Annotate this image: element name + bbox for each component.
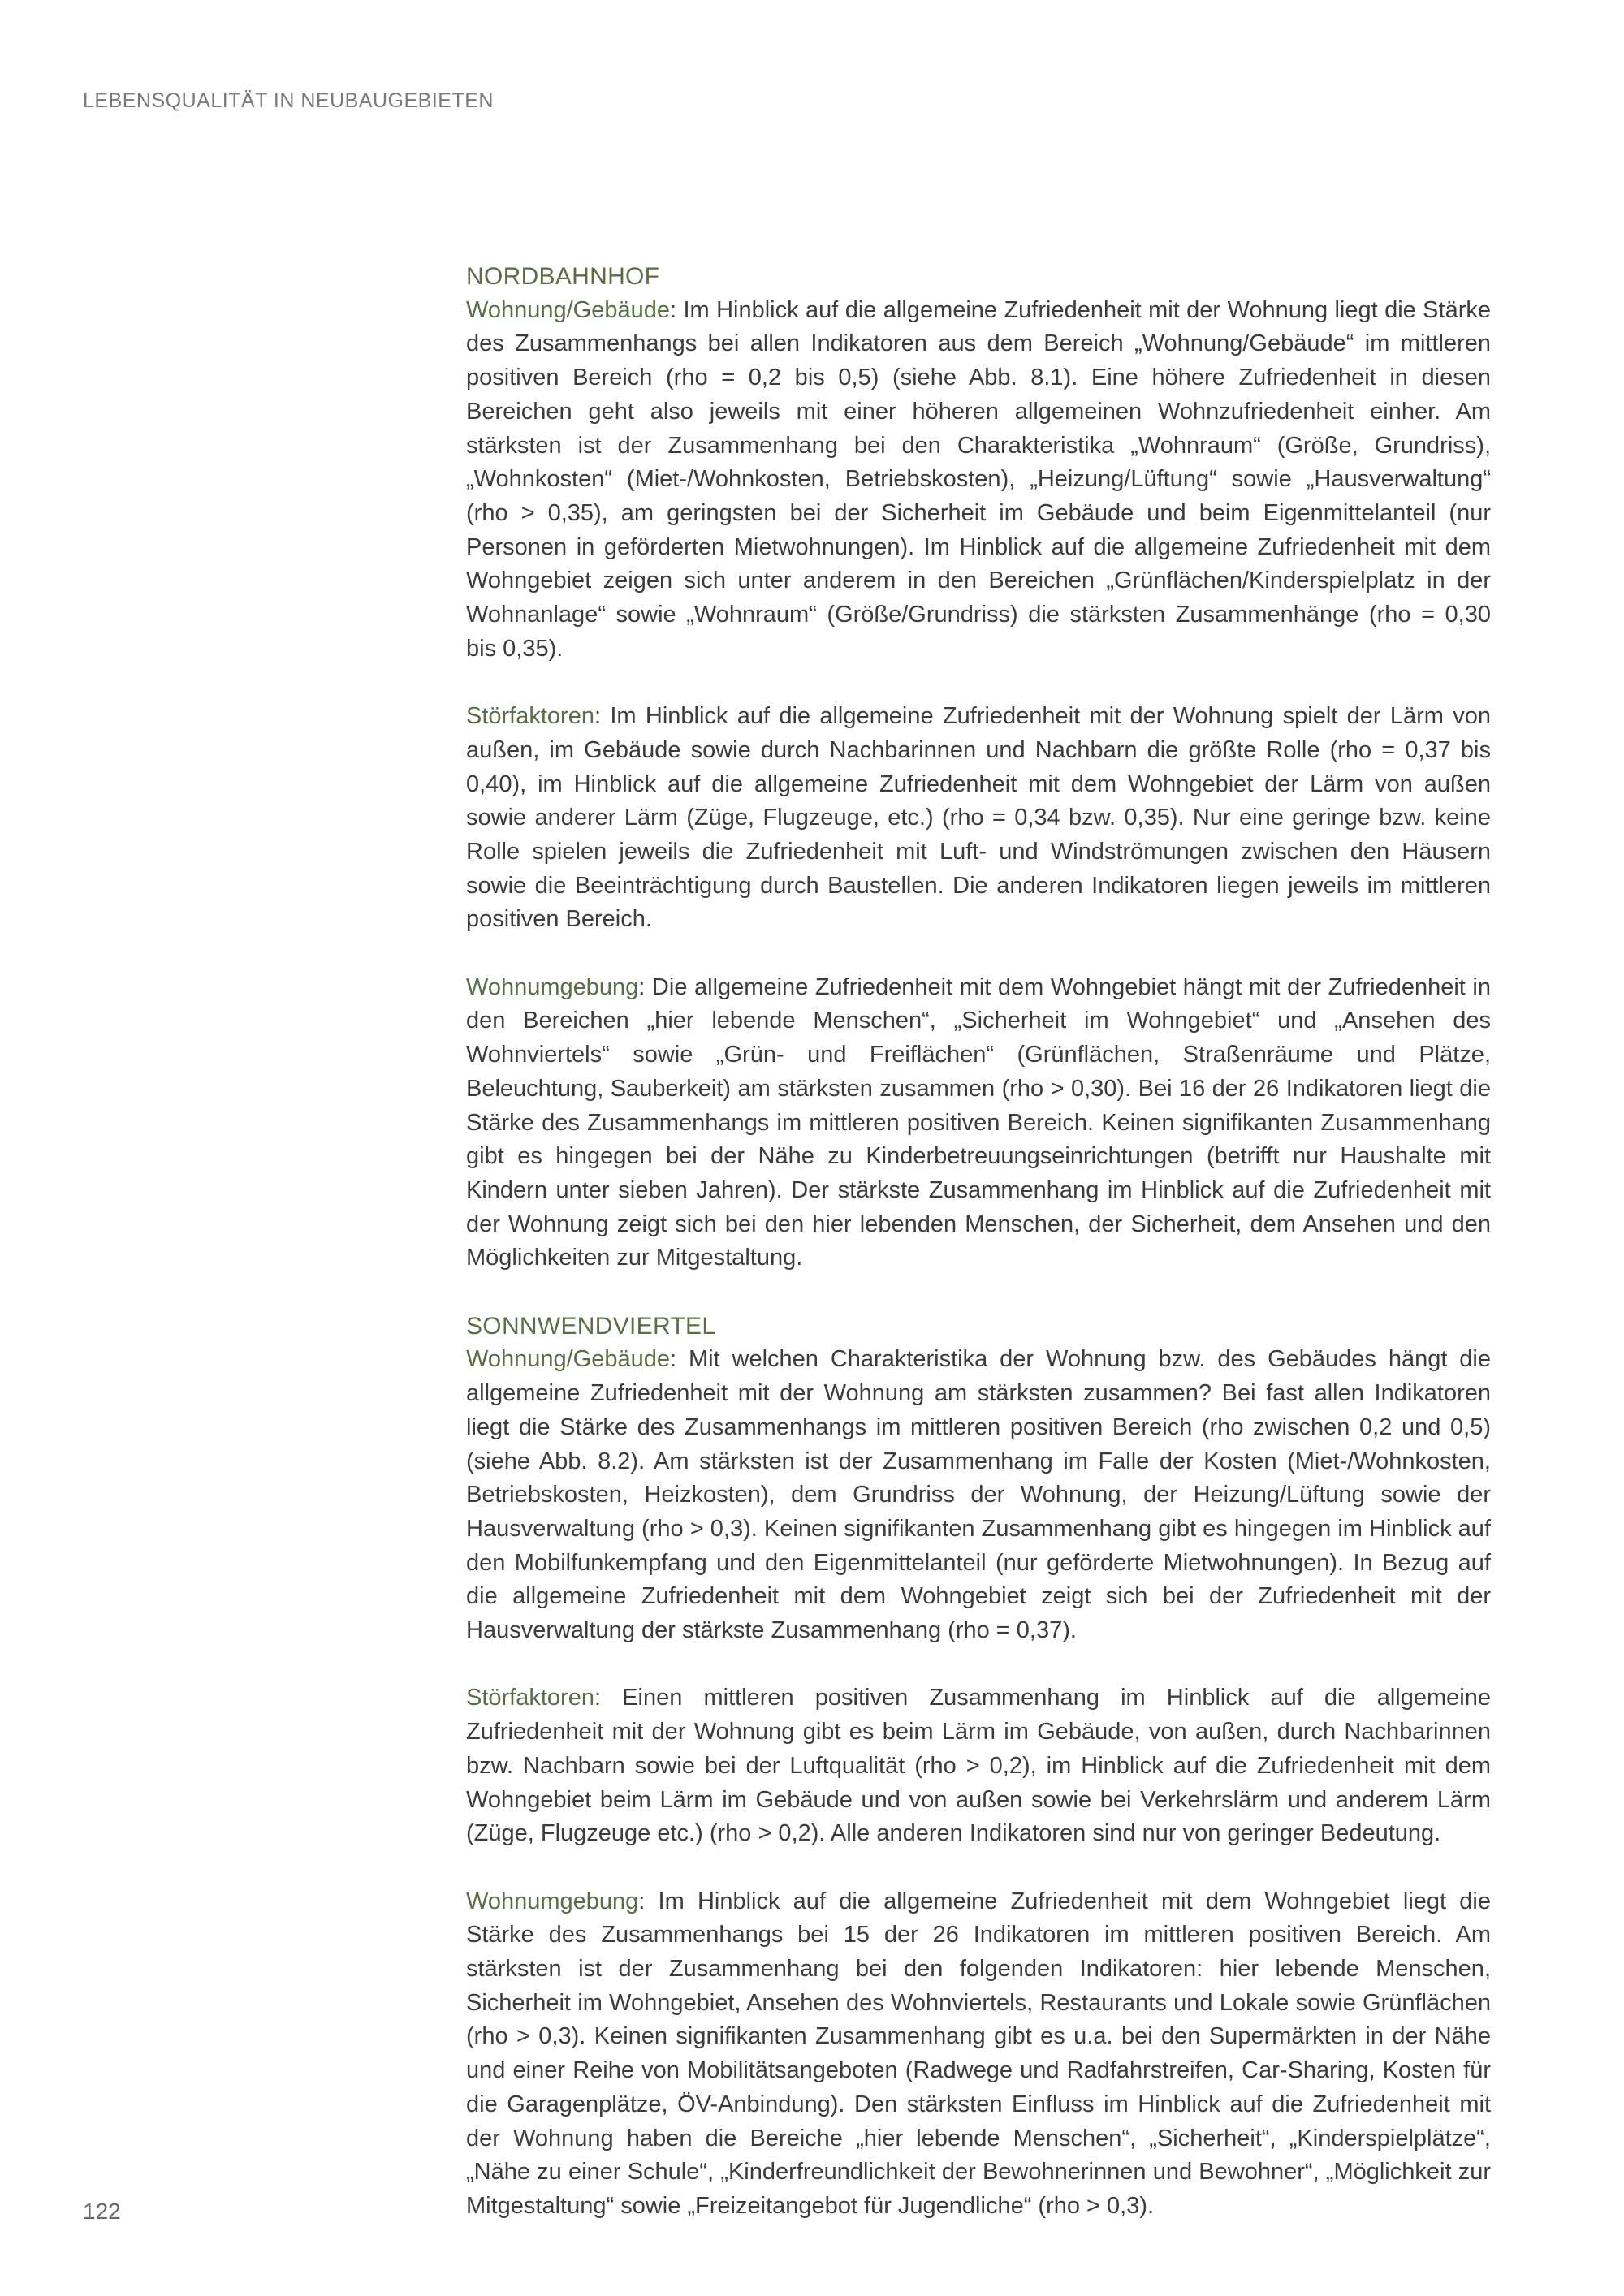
paragraph-label: Wohnung/Gebäude (466, 296, 671, 323)
main-text (466, 260, 1491, 2257)
paragraph-label: Wohnumgebung (466, 1888, 639, 1914)
running-header: LEBENSQUALITÄT IN NEUBAUGEBIETEN (83, 89, 494, 112)
paragraph (466, 700, 1491, 937)
paragraph-text: : Im Hinblick auf die allgemeine Zufriedenheit mit der Wohnung liegt die Stärke des Zusammenhangs bei allen Indikatoren aus dem Bereich „Wohnung/Gebäude“ im mittleren positiven Bereich (rho = 0,2 bis 0,5) (siehe Abb. 8.1). Eine höhere Zufriedenheit in diesen Bereichen geht also jeweils mit einer höheren allgemeinen Wohnzufriedenheit einher. Am stärksten ist der Zusammenhang bei den Charakteristika „Wohnraum“ (Größe, Grundriss), „Wohnkosten“ (Miet-/Wohnkosten, Betriebskosten), „Heizung/Lüftung“ sowie „Hausverwaltung“ (rho > 0,35), am geringsten bei der Sicherheit im Gebäude und beim Eigenmittelanteil (nur Personen in geförderten Mietwohnungen). Im Hinblick auf die allgemeine Zufriedenheit mit dem Wohngebiet zeigen sich unter anderem in den Bereichen „Grünflächen/Kinderspielplatz in der Wohnanlage“ sowie „Wohnraum“ (Größe/Grundriss) die stärksten Zusammenhänge (rho = 0,30 bis 0,35). (466, 296, 1491, 662)
paragraph (466, 1681, 1491, 1851)
paragraph-text: : Einen mittleren positiven Zusammenhang im Hinblick auf die allgemeine Zufriedenheit mit der Wohnung gibt es beim Lärm im Gebäude, von außen, durch Nachbarinnen bzw. Nachbarn sowie bei der Luftqualität (rho > 0,2), im Hinblick auf die Zufriedenheit mit dem Wohngebiet beim Lärm im Gebäude und von außen sowie bei Verkehrslärm und anderem Lärm (Züge, Flugzeuge etc.) (rho > 0,2). Alle anderen Indikatoren sind nur von geringer Bedeutung. (466, 1685, 1491, 1847)
section-title: NORDBAHNHOF (466, 263, 660, 290)
paragraph-label: Wohnumgebung (466, 973, 639, 1000)
paragraph (466, 971, 1491, 1275)
paragraph-label: Störfaktoren (466, 1685, 594, 1711)
paragraph-text: : Die allgemeine Zufriedenheit mit dem Wohngebiet hängt mit der Zufriedenheit in den Bereichen „hier lebende Menschen“, „Sicherheit im Wohngebiet“ und „Ansehen des Wohnviertels“ sowie „Grün- und Freiflächen“ (Grünflächen, Straßenräume und Plätze, Beleuchtung, Sauberkeit) am stärksten zusammen (rho > 0,30). Bei 16 der 26 Indikatoren liegt die Stärke des Zusammenhangs im mittleren positiven Bereich. Keinen signifikanten Zusammenhang gibt es hingegen bei der Nähe zu Kinderbetreuungseinrichtungen (betrifft nur Haushalte mit Kindern unter sieben Jahren). Der stärkste Zusammenhang im Hinblick auf die Zufriedenheit mit der Wohnung zeigt sich bei den hier lebenden Menschen, der Sicherheit, dem Ansehen und den Möglichkeiten zur Mitgestaltung. (466, 973, 1491, 1271)
paragraph (466, 294, 1491, 667)
page-number: 122 (83, 2199, 121, 2224)
paragraph (466, 1885, 1491, 2224)
paragraph (466, 1343, 1491, 1647)
section-title: SONNWENDVIERTEL (466, 1312, 716, 1340)
section-nordbahnhof (466, 260, 1491, 1275)
paragraph-text: : Mit welchen Charakteristika der Wohnung bzw. des Gebäudes hängt die allgemeine Zufriedenheit mit der Wohnung am stärksten zusammen? Bei fast allen Indikatoren liegt die Stärke des Zusammenhangs im mittleren positiven Bereich (rho zwischen 0,2 und 0,5) (siehe Abb. 8.2). Am stärksten ist der Zusammenhang im Falle der Kosten (Miet-/Wohnkosten, Betriebskosten, Heizkosten), dem Grundriss der Wohnung, der Heizung/Lüftung sowie der Hausverwaltung (rho > 0,3). Keinen signifikanten Zusammenhang gibt es hingegen im Hinblick auf den Mobilfunkempfang und den Eigenmittelanteil (nur geförderte Mietwohnungen). In Bezug auf die allgemeine Zufriedenheit mit dem Wohngebiet zeigt sich bei der Zufriedenheit mit der Hausverwaltung der stärkste Zusammenhang (rho = 0,37). (466, 1346, 1491, 1644)
section-sonnwendviertel (466, 1310, 1491, 2224)
paragraph-label: Störfaktoren (466, 703, 594, 730)
paragraph-label: Wohnung/Gebäude (466, 1346, 671, 1373)
paragraph-text: : Im Hinblick auf die allgemeine Zufriedenheit mit dem Wohngebiet liegt die Stärke des Zusammenhangs bei 15 der 26 Indikatoren im mittleren positiven Bereich. Am stärksten ist der Zusammenhang bei den folgenden Indikatoren: hier lebende Menschen, Sicherheit im Wohngebiet, Ansehen des Wohnviertels, Restaurants und Lokale sowie Grünflächen (rho > 0,3). Keinen signifikanten Zusammenhang gibt es u.a. bei den Supermärkten in der Nähe und einer Reihe von Mobilitätsangeboten (Radwege und Radfahrstreifen, Car-Sharing, Kosten für die Garagenplätze, ÖV-Anbindung). Den stärksten Einfluss im Hinblick auf die Zufriedenheit mit der Wohnung haben die Bereiche „hier lebende Menschen“, „Sicherheit“, „Kinderspielplätze“, „Nähe zu einer Schule“, „Kinderfreundlichkeit der Bewohnerinnen und Bewohner“, „Möglichkeit zur Mitgestaltung“ sowie „Freizeitangebot für Jugendliche“ (rho > 0,3). (466, 1888, 1491, 2219)
paragraph-text: : Im Hinblick auf die allgemeine Zufriedenheit mit der Wohnung spielt der Lärm von außen, im Gebäude sowie durch Nachbarinnen und Nachbarn die größte Rolle (rho = 0,37 bis 0,40), im Hinblick auf die allgemeine Zufriedenheit mit dem Wohngebiet der Lärm von außen sowie anderer Lärm (Züge, Flugzeuge, etc.) (rho = 0,34 bzw. 0,35). Nur eine geringe bzw. keine Rolle spielen jeweils die Zufriedenheit mit Luft- und Windströmungen zwischen den Häusern sowie die Beeinträchtigung durch Baustellen. Die anderen Indikatoren liegen jeweils im mittleren positiven Bereich. (466, 703, 1491, 933)
